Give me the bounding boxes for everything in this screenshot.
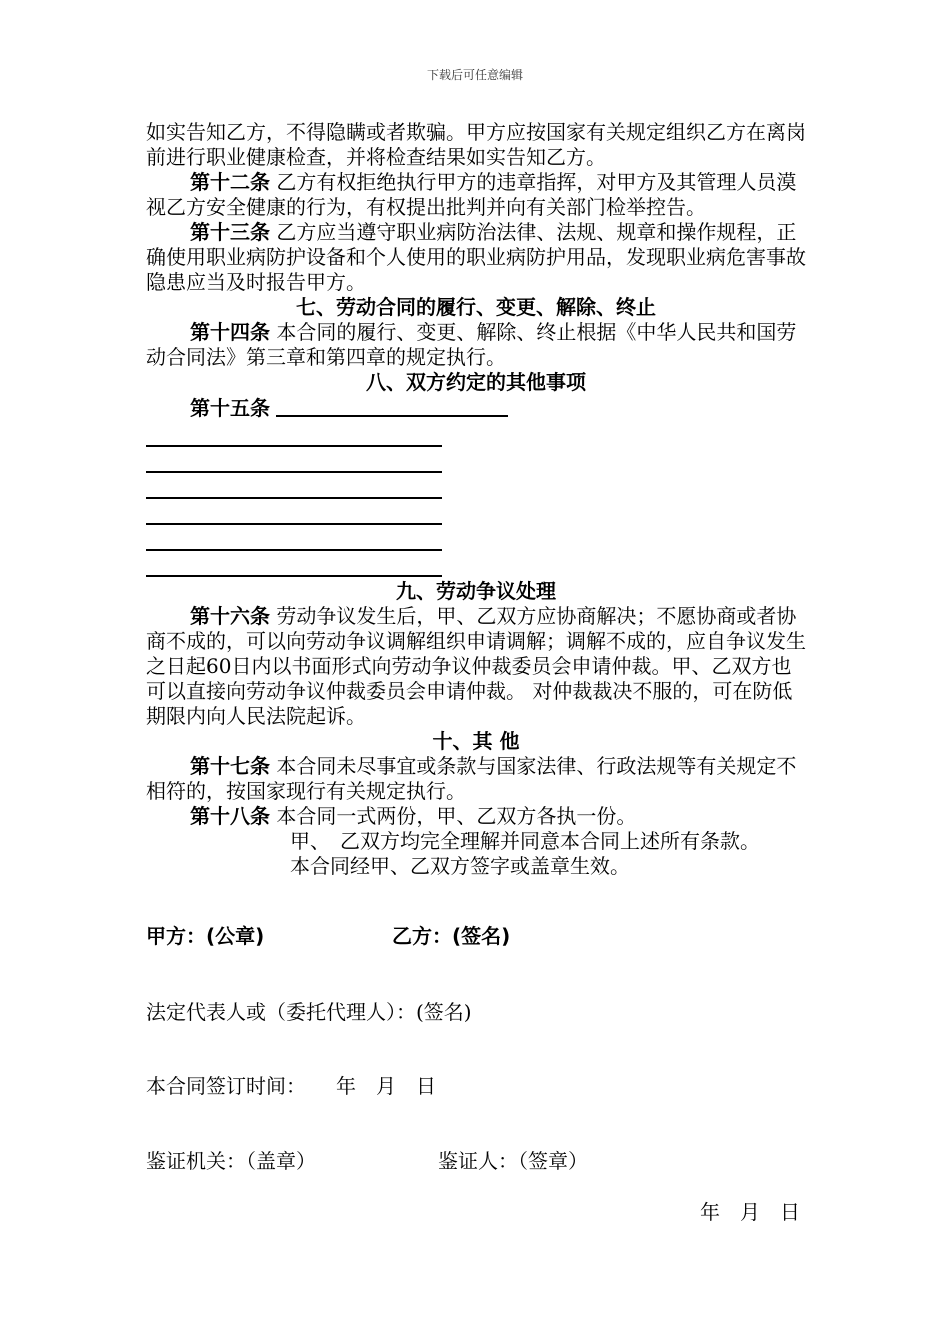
effective-line: 本合同经甲、乙双方签字或盖章生效。: [290, 854, 630, 878]
verification-authority: 鉴证机关：（盖章）: [146, 1149, 316, 1173]
blank-line[interactable]: [146, 499, 442, 525]
agreement-line: 甲、 乙双方均完全理解并同意本合同上述所有条款。: [290, 829, 760, 853]
section-9-heading: 九、劳动争议处理: [396, 579, 556, 603]
article-13-label: 第十三条: [190, 220, 270, 244]
article-14-label: 第十四条: [190, 320, 270, 344]
article-17-text: 本合同未尽事宜或条款与国家法律、行政法规等有关规定不相符的，按国家现行有关规定执行。: [146, 754, 797, 803]
section-7-heading: 七、劳动合同的履行、变更、解除、终止: [296, 295, 656, 319]
blank-line[interactable]: [146, 421, 442, 447]
article-15: [146, 395, 806, 421]
blank-line[interactable]: [146, 551, 442, 577]
article-14: [146, 320, 806, 370]
article-12-label: 第十二条: [190, 170, 270, 194]
blank-line[interactable]: [146, 525, 442, 551]
article-17: [146, 754, 806, 804]
article-12: [146, 170, 806, 220]
article-14-text: 本合同的履行、变更、解除、终止根据《中华人民共和国劳动合同法》第三章和第四章的规定执行。: [146, 320, 797, 369]
article-13-text: 乙方应当遵守职业病防治法律、法规、规章和操作规程，正确使用职业病防护设备和个人使用的职业病防护用品，发现职业病危害事故隐患应当及时报告甲方。: [146, 220, 806, 294]
verification-date: 年 月 日: [700, 1200, 800, 1224]
article-16-text: 劳动争议发生后，甲、乙双方应协商解决；不愿协商或者协商不成的，可以向劳动争议调解组织申请调解；调解不成的，应自争议发生之日起60日内以书面形式向劳动争议仲裁委员会申请仲裁。甲、乙双方也可以直接向劳动争议仲裁委员会申请仲裁。 对仲裁裁决不服的，可在防低期限内向人民法院起诉。: [146, 604, 806, 728]
party-b-signature: 乙方：(签名): [392, 924, 511, 948]
article-13: [146, 220, 806, 295]
signing-date: 本合同签订时间： 年 月 日: [146, 1074, 436, 1098]
blank-line[interactable]: [146, 447, 442, 473]
verifier: 鉴证人：（签章）: [438, 1149, 588, 1173]
section-10-heading: 十、其 他: [432, 729, 520, 753]
party-a-seal: 甲方：(公章): [146, 924, 265, 948]
article-17-label: 第十七条: [190, 754, 270, 778]
article-18-text: 本合同一式两份，甲、乙双方各执一份。: [270, 804, 637, 828]
blank-line[interactable]: [146, 473, 442, 499]
article-18: [146, 804, 806, 829]
article-12-text: 乙方有权拒绝执行甲方的违章指挥，对甲方及其管理人员漠视乙方安全健康的行为，有权提出批判并向有关部门检举控告。: [146, 170, 797, 219]
legal-representative: 法定代表人或（委托代理人）：(签名): [146, 1000, 472, 1024]
article-15-blank[interactable]: [276, 395, 508, 417]
article-16-label: 第十六条: [190, 604, 270, 628]
page-header-note: 下载后可任意编辑: [426, 68, 523, 82]
section-8-heading: 八、双方约定的其他事项: [366, 370, 586, 394]
article-15-label: 第十五条: [190, 396, 270, 420]
article-16: [146, 604, 806, 729]
contract-body: [146, 120, 806, 879]
article-18-label: 第十八条: [190, 804, 270, 828]
paragraph-continuation: 如实告知乙方，不得隐瞒或者欺骗。甲方应按国家有关规定组织乙方在离岗前进行职业健康检查，并将检查结果如实告知乙方。: [146, 120, 806, 169]
